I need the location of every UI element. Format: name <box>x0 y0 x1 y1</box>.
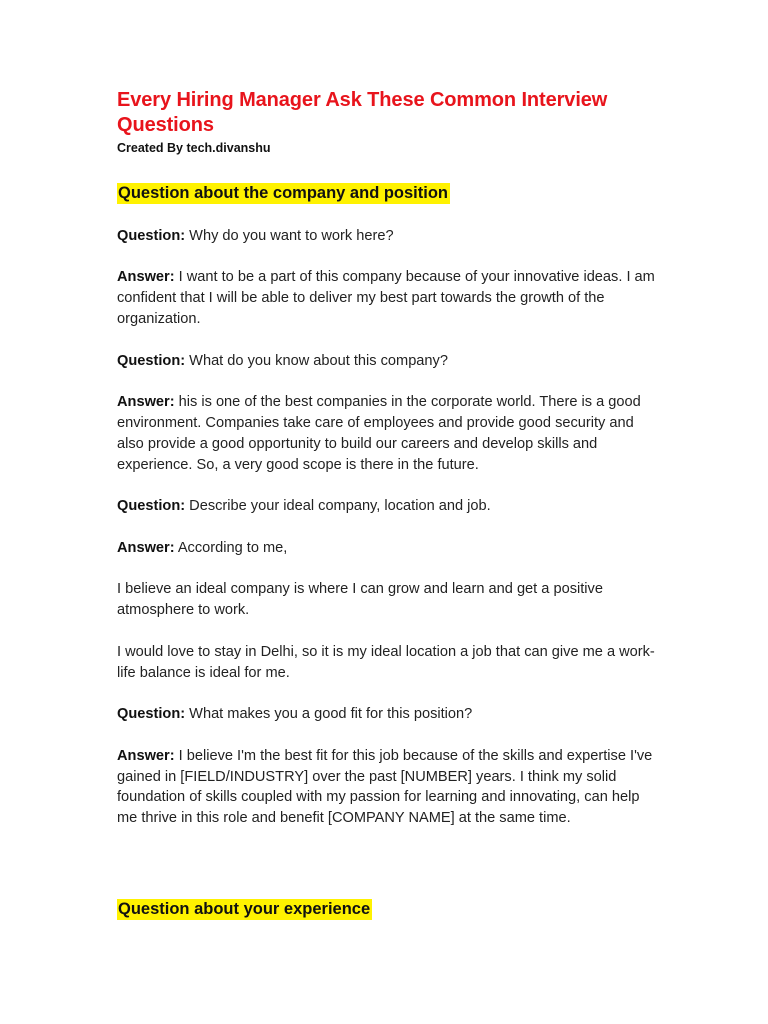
section-heading-company <box>117 181 662 205</box>
question-label: Question: <box>117 352 186 369</box>
answer-text: According to me, <box>177 539 288 556</box>
section-heading-highlight: Question about your experience <box>118 900 371 918</box>
answer-continuation: I would love to stay in Delhi, so it is my ideal location a job that can give me a work-life balance is ideal for me. <box>117 643 655 681</box>
question-paragraph <box>117 226 662 247</box>
answer-label: Answer: <box>117 394 175 411</box>
answer-paragraph <box>117 267 662 329</box>
question-paragraph <box>117 704 662 725</box>
question-paragraph <box>117 496 662 517</box>
section-heading-experience <box>117 897 372 921</box>
question-paragraph <box>117 351 662 372</box>
answer-paragraph <box>117 538 662 559</box>
answer-label: Answer: <box>117 269 175 286</box>
answer-text: I believe I'm the best fit for this job because of the skills and expertise I've gained in [FIELD/INDUSTRY] over the past [NUMBER] years. I think my solid foundation of skills coupled with my passion for learning and innovating, can help me thrive in this role and benefit [COMPANY NAME] at the same time. <box>117 747 653 827</box>
document-title: Every Hiring Manager Ask These Common Interview Questions <box>117 89 608 136</box>
question-text: What makes you a good fit for this position? <box>189 706 473 723</box>
question-label: Question: <box>117 706 186 723</box>
question-label: Question: <box>117 227 186 244</box>
document-body <box>117 88 662 829</box>
answer-label: Answer: <box>117 747 175 764</box>
answer-continuation: I believe an ideal company is where I can grow and learn and get a positive atmosphere to work. <box>117 581 603 619</box>
answer-label: Answer: <box>117 539 175 556</box>
answer-paragraph <box>117 392 662 475</box>
question-label: Question: <box>117 498 186 515</box>
answer-text: his is one of the best companies in the corporate world. There is a good environment. Companies take care of employees and provide good security and also provide a good opportunity to build our careers and develop skills and experience. So, a very good scope is there in the future. <box>117 394 641 473</box>
answer-text: I want to be a part of this company because of your innovative ideas. I am confident that I will be able to deliver my best part towards the growth of the organization. <box>117 269 655 327</box>
section-heading-highlight: Question about the company and position <box>118 184 449 202</box>
document-byline: Created By tech.divanshu <box>117 141 271 155</box>
question-text: Why do you want to work here? <box>189 227 394 244</box>
question-text: What do you know about this company? <box>189 352 448 369</box>
question-text: Describe your ideal company, location and job. <box>189 498 491 515</box>
answer-paragraph <box>117 746 662 829</box>
